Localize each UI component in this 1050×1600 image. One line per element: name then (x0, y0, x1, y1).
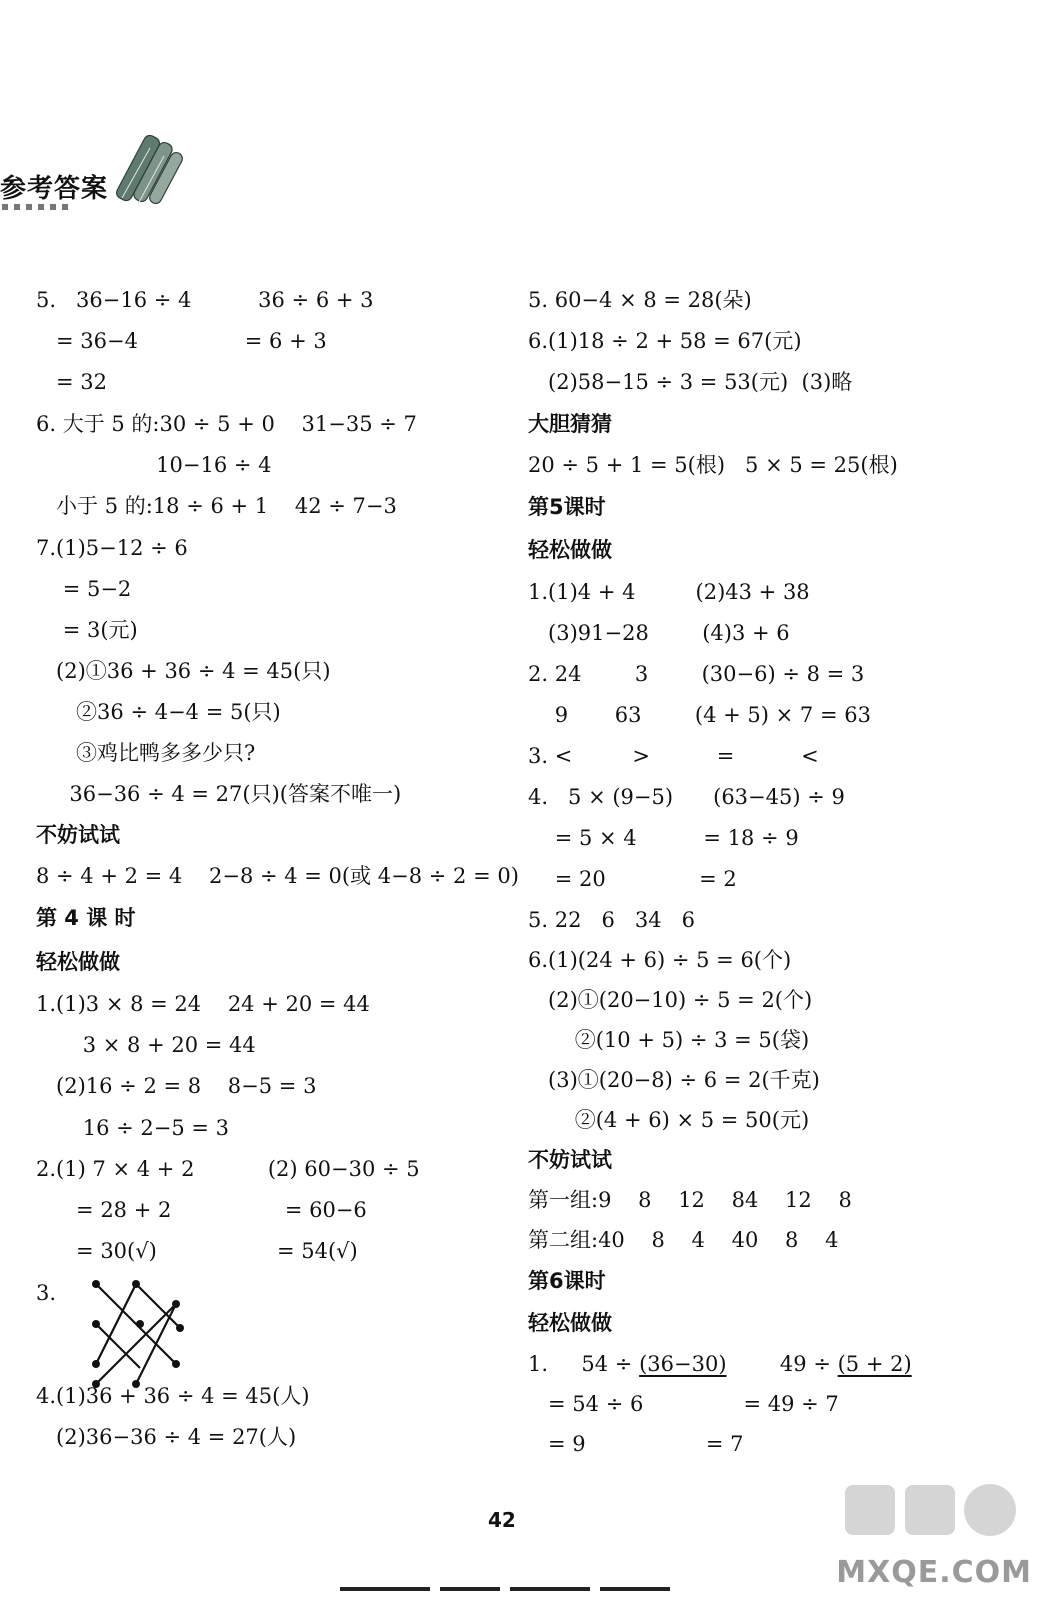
page-number: 42 (488, 1508, 516, 1532)
answer-line: = 28 + 2 = 60−6 (36, 1198, 367, 1222)
answer-line: = 36−4 = 6 + 3 (36, 329, 327, 353)
answer-line: 5. 60−4 × 8 = 28(朵) (528, 288, 752, 312)
section-heading: 不妨试试 (528, 1148, 612, 1172)
header-underline-dots (0, 202, 80, 212)
answer-line: 6.(1)(24 + 6) ÷ 5 = 6(个) (528, 948, 792, 972)
answer-line: ②(10 + 5) ÷ 3 = 5(袋) (528, 1028, 810, 1052)
answer-line: 6. 大于 5 的:30 ÷ 5 + 0 31−35 ÷ 7 (36, 412, 417, 436)
answer-line: = 20 = 2 (528, 867, 737, 891)
section-heading: 轻松做做 (528, 538, 612, 562)
answer-line: (2)36−36 ÷ 4 = 27(人) (36, 1425, 297, 1449)
answer-line: 2.(1) 7 × 4 + 2 (2) 60−30 ÷ 5 (36, 1157, 420, 1181)
answer-line: 6.(1)18 ÷ 2 + 58 = 67(元) (528, 329, 802, 353)
section-heading: 大胆猜猜 (528, 412, 612, 436)
answer-line: 1.(1)4 + 4 (2)43 + 38 (528, 580, 810, 604)
answer-line: 20 ÷ 5 + 1 = 5(根) 5 × 5 = 25(根) (528, 453, 898, 477)
answer-line: (2)58−15 ÷ 3 = 53(元) (3)略 (528, 370, 853, 394)
answer-line: 小于 5 的:18 ÷ 6 + 1 42 ÷ 7−3 (36, 494, 397, 518)
answer-line: 4.(1)36 + 36 ÷ 4 = 45(人) (36, 1384, 310, 1408)
answer-line: = 3(元) (36, 618, 138, 642)
section-heading: 轻松做做 (36, 950, 120, 974)
answer-line: 5. 36−16 ÷ 4 36 ÷ 6 + 3 (36, 288, 374, 312)
expr-step: = 9 (528, 1432, 586, 1456)
answer-line: = 5 × 4 = 18 ÷ 9 (528, 826, 799, 850)
expr-prefix: 1. 54 ÷ (528, 1352, 640, 1376)
matching-lines-figure (92, 1280, 192, 1390)
underlined-subexpr: (36−30) (639, 1352, 727, 1376)
underlined-subexpr: (5 + 2) (837, 1352, 912, 1376)
watermark-text: MXQE.COM (836, 1555, 1032, 1590)
answer-line: (3)①(20−8) ÷ 6 = 2(千克) (528, 1068, 820, 1092)
answer-line: 16 ÷ 2−5 = 3 (36, 1116, 230, 1140)
answer-line (528, 1352, 912, 1376)
lesson-heading: 第 4 课 时 (36, 906, 136, 930)
answer-line: = 32 (36, 370, 108, 394)
answer-line: 3. (36, 1281, 57, 1305)
answer-line: 9 63 (4 + 5) × 7 = 63 (528, 703, 871, 727)
answer-line: 第二组:40 8 4 40 8 4 (528, 1228, 839, 1252)
footer-bar-decoration (340, 1585, 680, 1595)
section-heading: 不妨试试 (36, 823, 120, 847)
answer-line: 2. 24 3 (30−6) ÷ 8 = 3 (528, 662, 865, 686)
answer-line: 8 ÷ 4 + 2 = 4 2−8 ÷ 4 = 0(或 4−8 ÷ 2 = 0) (36, 864, 519, 888)
expr-step: = 7 (585, 1432, 744, 1456)
answer-line: ②36 ÷ 4−4 = 5(只) (36, 700, 281, 724)
answer-line: (2)①36 + 36 ÷ 4 = 45(只) (36, 659, 331, 683)
lesson-heading: 第5课时 (528, 495, 606, 519)
answer-line: 36−36 ÷ 4 = 27(只)(答案不唯一) (36, 782, 402, 806)
answer-line: 5. 22 6 34 6 (528, 908, 695, 932)
answer-line: 7.(1)5−12 ÷ 6 (36, 536, 188, 560)
section-header (0, 128, 200, 228)
answer-line: = 30(√) = 54(√) (36, 1239, 358, 1263)
header-title: 参考答案 (0, 174, 109, 204)
answer-line: 1.(1)3 × 8 = 24 24 + 20 = 44 (36, 992, 370, 1016)
answer-line: (3)91−28 (4)3 + 6 (528, 621, 790, 645)
answer-line: 3. < > = < (528, 744, 819, 768)
expr-step: = 54 ÷ 6 (528, 1392, 644, 1416)
answer-line: (2)①(20−10) ÷ 5 = 2(个) (528, 988, 813, 1012)
answer-line: ②(4 + 6) × 5 = 50(元) (528, 1108, 810, 1132)
section-heading: 轻松做做 (528, 1311, 612, 1335)
answer-line: 4. 5 × (9−5) (63−45) ÷ 9 (528, 785, 845, 809)
answer-line: 第一组:9 8 12 84 12 8 (528, 1188, 852, 1212)
answer-line: (2)16 ÷ 2 = 8 8−5 = 3 (36, 1074, 317, 1098)
expr-step: = 49 ÷ 7 (643, 1392, 839, 1416)
answer-line: = 5−2 (36, 577, 132, 601)
answer-line (528, 1432, 743, 1456)
answer-line: ③鸡比鸭多多少只? (36, 741, 256, 765)
answer-line: 10−16 ÷ 4 (36, 453, 272, 477)
scroll-decoration-icon (100, 128, 190, 223)
lesson-heading: 第6课时 (528, 1269, 606, 1293)
answer-line (528, 1392, 839, 1416)
answer-line: 3 × 8 + 20 = 44 (36, 1033, 256, 1057)
expr-mid: 49 ÷ (726, 1352, 838, 1376)
